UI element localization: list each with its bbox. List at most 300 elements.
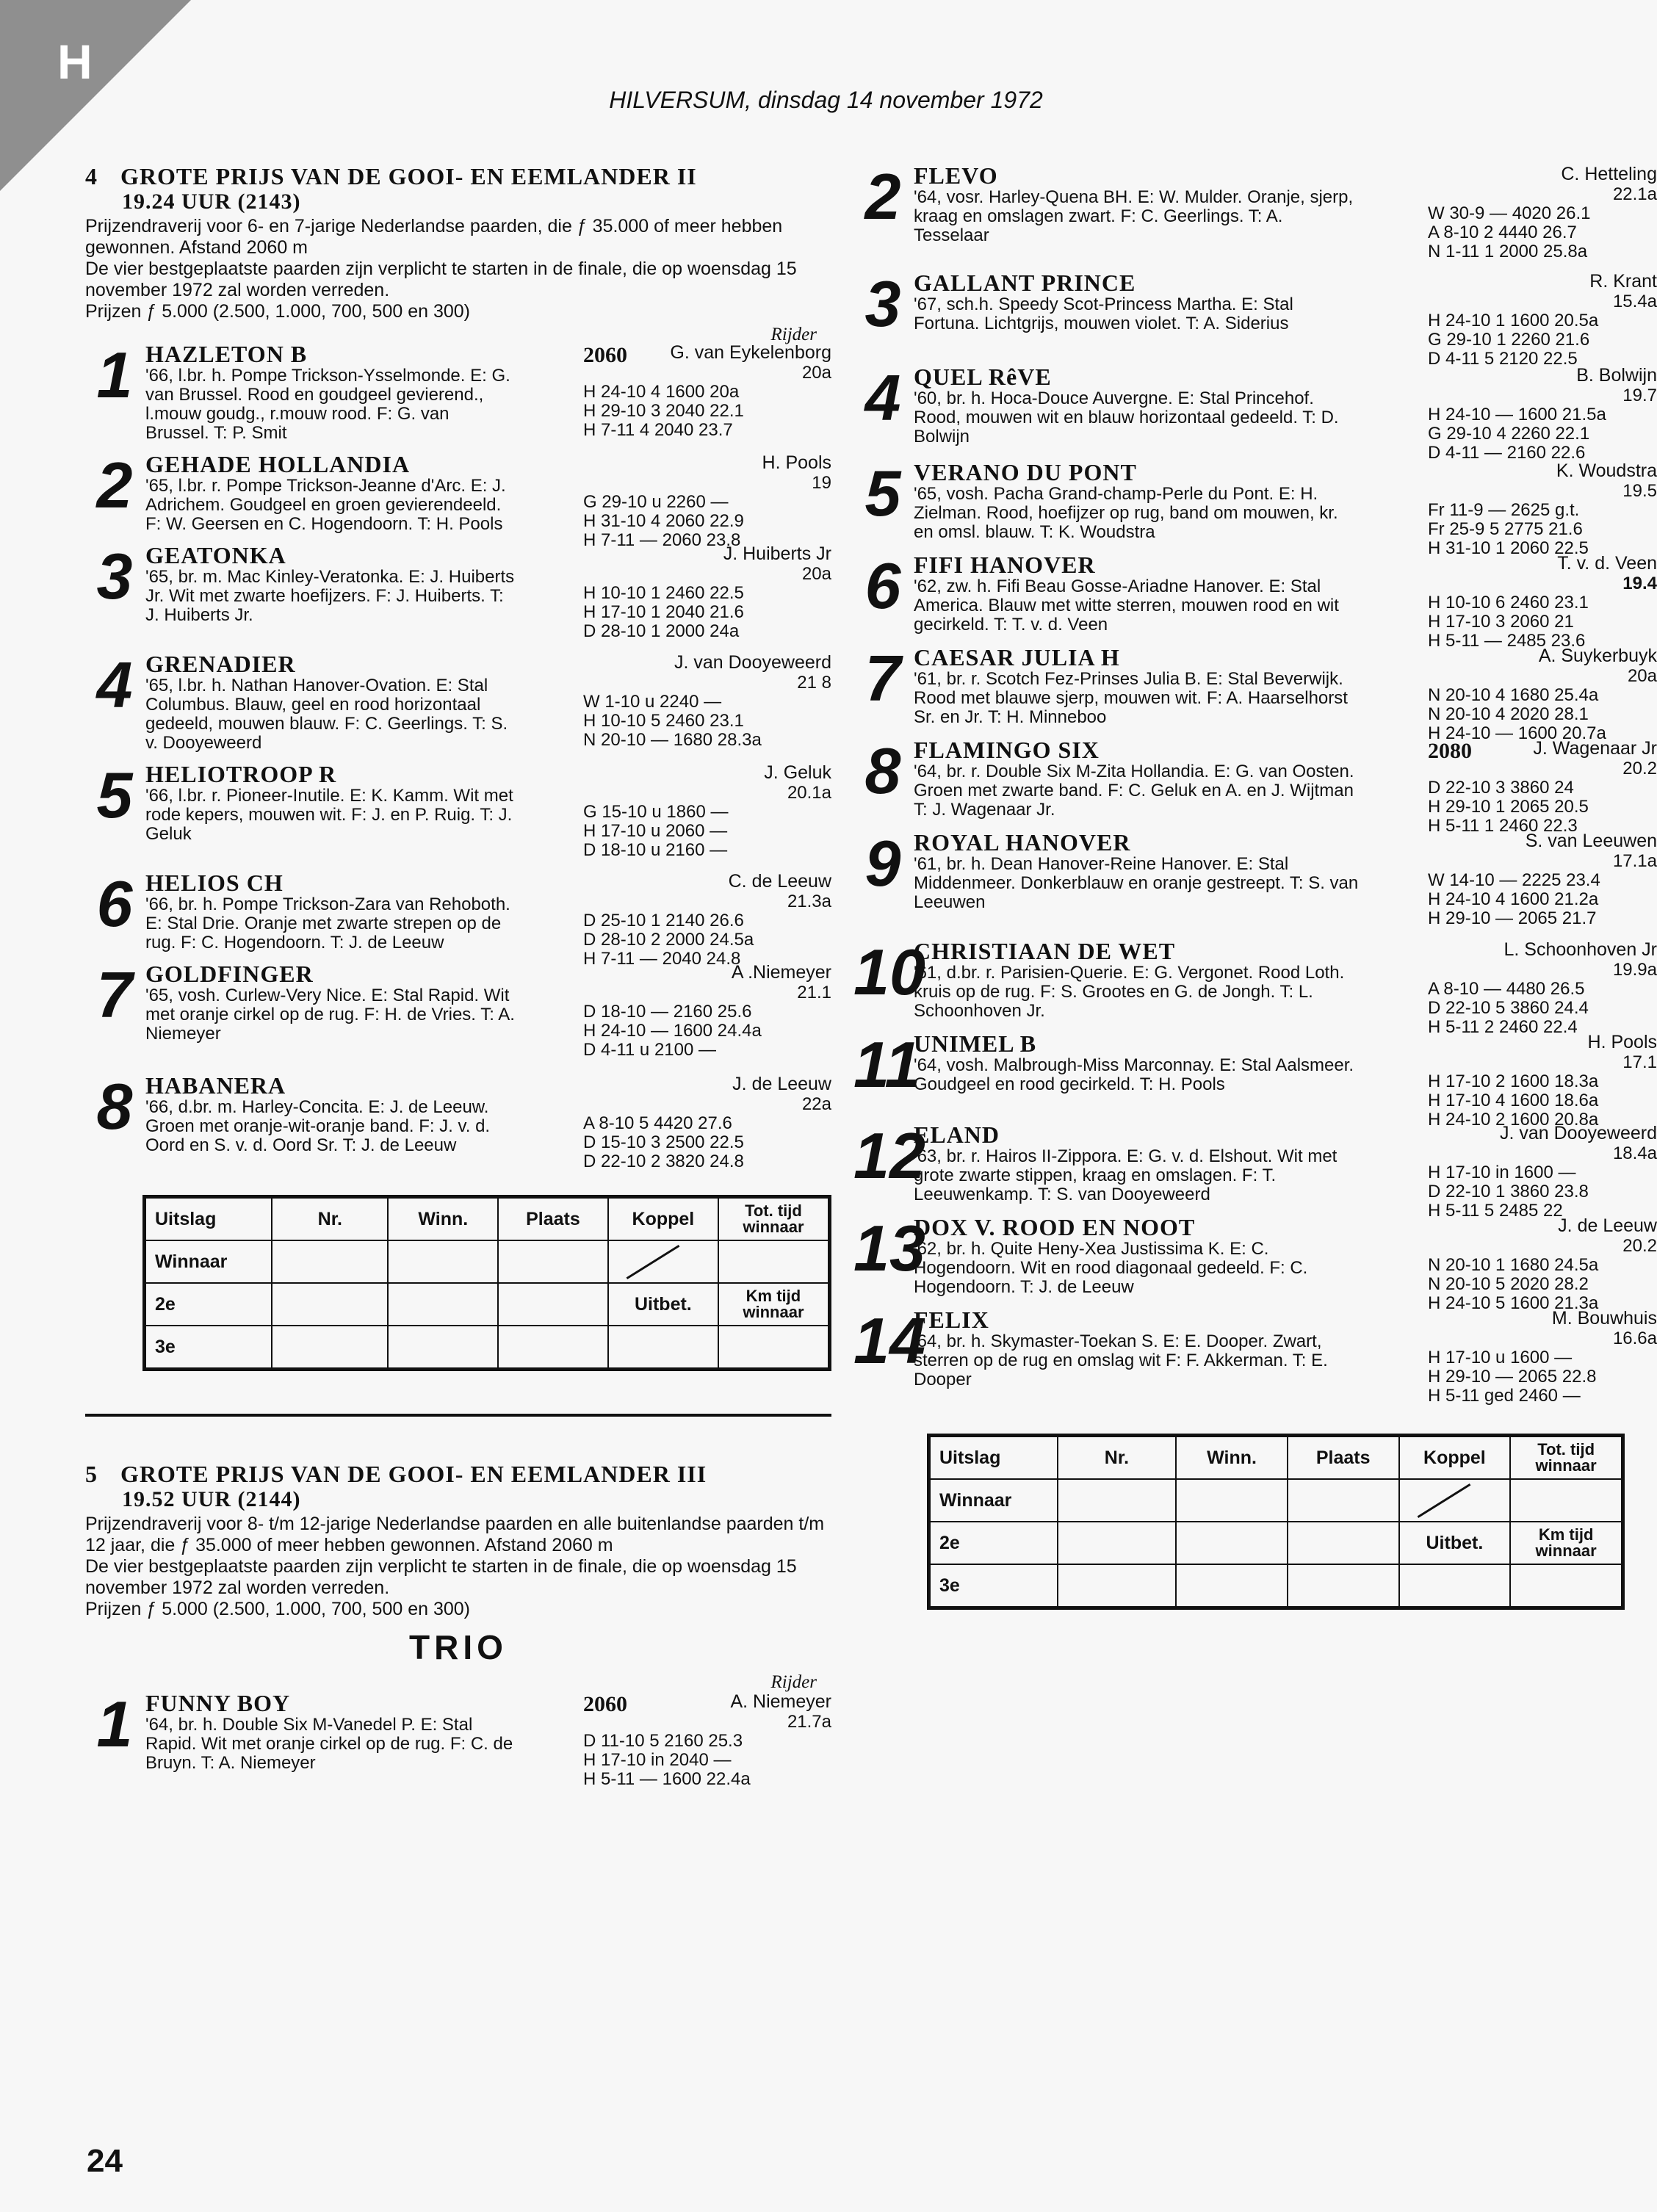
table-cell[interactable]	[498, 1240, 608, 1283]
horse-results	[1428, 1163, 1657, 1221]
horse-entry	[853, 734, 1657, 836]
table-header-cell: Nr.	[1058, 1436, 1176, 1480]
horse-stats	[1428, 1215, 1657, 1313]
horse-stats	[583, 870, 831, 969]
table-cell[interactable]	[272, 1326, 388, 1370]
table-cell[interactable]	[1058, 1522, 1176, 1564]
horse-name: GEATONKA	[145, 542, 286, 568]
horse-stats	[583, 961, 831, 1060]
table-row-label: 3e	[145, 1326, 272, 1370]
table-header-cell: Koppel	[1399, 1436, 1511, 1480]
horse-rider: C. de Leeuw	[728, 871, 831, 892]
rijder-label: Rijder	[770, 1672, 817, 1692]
horse-number: 4	[96, 648, 133, 721]
horse-description: '66, l.br. r. Pioneer-Inutile. E: K. Kamm. Wit met rode kepers, mouwen wit. F: J. en P. Ruig. T: J. Geluk	[145, 786, 513, 844]
horse-results	[583, 1732, 831, 1789]
result-line: H 17-10 4 1600 18.6a	[1428, 1091, 1599, 1110]
result-line: D 22-10 1 3860 23.8	[1428, 1182, 1589, 1201]
result-line: D 28-10 1 2000 24a	[583, 621, 740, 641]
horse-description: '61, br. r. Scotch Fez-Prinses Julia B. E: Stal Beverwijk. Rood met blauwe sjerp, mouwen wit. F: A. Haarselhorst Sr. en Jr. T: H. Minneboo	[914, 669, 1348, 727]
result-line: A 8-10 — 4480 26.5	[1428, 979, 1585, 999]
result-line: N 20-10 4 2020 28.1	[1428, 704, 1589, 724]
table-row-label: Winnaar	[145, 1240, 272, 1283]
horse-results	[1428, 405, 1657, 463]
result-line: H 7-11 — 2040 24.8	[583, 949, 741, 969]
table-cell[interactable]	[1288, 1522, 1399, 1564]
result-line: H 17-10 in 2040 —	[583, 1750, 732, 1770]
horse-body	[914, 162, 1657, 261]
race-description-line: De vier bestgeplaatste paarden zijn verplicht te starten in de finale, die op woensdag 15 november 1972 zal worden verreden.	[85, 259, 797, 300]
horse-number: 3	[96, 540, 133, 612]
race-header	[85, 163, 831, 322]
race-description-line: Prijzen ƒ 5.000 (2.500, 1.000, 700, 500 en 300)	[85, 301, 470, 322]
horse-entry	[853, 457, 1657, 558]
result-line: H 7-11 4 2040 23.7	[583, 420, 733, 440]
horse-results	[583, 493, 831, 550]
result-line: N 20-10 — 1680 28.3a	[583, 730, 762, 750]
table-cell[interactable]	[1288, 1564, 1399, 1608]
horse-number: 6	[96, 867, 133, 940]
horse-name: FELIX	[914, 1306, 989, 1333]
horse-stats	[1428, 830, 1657, 928]
table-cell[interactable]	[388, 1240, 498, 1283]
horse-body	[145, 451, 831, 550]
horse-stats	[583, 651, 831, 750]
table-cell[interactable]	[1058, 1564, 1176, 1608]
result-table-wrap	[927, 1434, 1625, 1610]
horse-rider: T. v. d. Veen	[1557, 553, 1657, 574]
horse-name: HABANERA	[145, 1072, 286, 1099]
horse-stats	[1428, 270, 1657, 369]
table-cell[interactable]	[608, 1326, 718, 1370]
horse-distance: 2060	[583, 343, 627, 367]
horse-number: 5	[864, 457, 901, 529]
result-line: H 10-10 5 2460 23.1	[583, 711, 744, 731]
horse-results	[1428, 311, 1657, 369]
horse-rider: B. Bolwijn	[1576, 365, 1657, 386]
race-5-block	[85, 1461, 831, 1789]
result-line: H 17-10 in 1600 —	[1428, 1163, 1576, 1182]
table-header-cell: Uitslag	[929, 1436, 1058, 1480]
horse-name: GRENADIER	[145, 651, 296, 677]
horse-name: FUNNY BOY	[145, 1690, 291, 1716]
horse-number: 6	[864, 549, 901, 622]
result-line: H 10-10 1 2460 22.5	[583, 583, 744, 603]
race-title	[85, 163, 831, 189]
horse-entry	[853, 642, 1657, 743]
trio-label: TRIO	[409, 1628, 508, 1666]
horse-name: GALLANT PRINCE	[914, 270, 1136, 296]
horse-stats	[1428, 645, 1657, 743]
result-line: D 28-10 2 2000 24.5a	[583, 930, 754, 950]
horse-entry	[85, 1688, 831, 1789]
horse-body	[145, 542, 831, 641]
race-description-line: Prijzendraverij voor 6- en 7-jarige Nederlandse paarden, die ƒ 35.000 of meer hebben gewonnen. Afstand 2060 m	[85, 216, 783, 258]
table-header-cell: Koppel	[608, 1197, 718, 1241]
section-divider	[85, 1414, 831, 1417]
race-header	[85, 1461, 831, 1620]
horse-number: 4	[864, 361, 901, 434]
horse-body	[145, 761, 831, 860]
horse-rider: J. de Leeuw	[1558, 1215, 1657, 1236]
result-table	[927, 1434, 1625, 1610]
horse-results	[1428, 593, 1657, 651]
horse-body	[145, 651, 831, 753]
table-header-cell: Winn.	[388, 1197, 498, 1241]
horse-body	[914, 552, 1657, 651]
horse-rider: J. Wagenaar Jr	[1533, 738, 1657, 759]
table-cell[interactable]	[388, 1283, 498, 1326]
result-line: D 22-10 5 3860 24.4	[1428, 998, 1589, 1018]
horse-name: UNIMEL B	[914, 1030, 1037, 1057]
horse-entry	[853, 1212, 1657, 1313]
horse-body	[145, 870, 831, 969]
table-row-label: 2e	[929, 1522, 1058, 1564]
horse-name: FIFI HANOVER	[914, 552, 1096, 578]
table-cell[interactable]	[1510, 1479, 1622, 1522]
horse-name: ELAND	[914, 1121, 1000, 1148]
result-line: H 24-10 4 1600 21.2a	[1428, 889, 1599, 909]
horse-description: '62, zw. h. Fifi Beau Gosse-Ariadne Hanover. E: Stal America. Blauw met witte sterren, mouwen rood en wit gecirkeld. T: T. v. d. Veen	[914, 577, 1339, 635]
race-title	[85, 1461, 831, 1487]
horse-stats	[1428, 364, 1657, 463]
result-line: H 24-10 2 1600 20.8a	[1428, 1110, 1599, 1130]
race-description-line: Prijzendraverij voor 8- t/m 12-jarige Nederlandse paarden en alle buitenlandse paarden t/m 12 jaar, die ƒ 35.000 of meer hebben gewonnen. Afstand 2060 m	[85, 1514, 825, 1555]
horse-entry	[85, 648, 831, 753]
horse-handicap: 17.1a	[1612, 851, 1657, 871]
horse-stats	[1428, 737, 1657, 836]
horse-number: 3	[864, 267, 901, 340]
horse-entry	[853, 549, 1657, 651]
race-number: 4	[85, 163, 98, 189]
horse-name: CHRISTIAAN DE WET	[914, 938, 1176, 964]
result-table-wrap	[142, 1195, 831, 1371]
race-description-line: Prijzen ƒ 5.000 (2.500, 1.000, 700, 500 en 300)	[85, 1599, 470, 1619]
horse-name: HAZLETON B	[145, 341, 308, 367]
horse-rider: J. van Dooyeweerd	[674, 652, 831, 673]
result-line: H 29-10 1 2065 20.5	[1428, 797, 1589, 817]
horse-results	[1428, 204, 1657, 261]
horse-handicap: 21.3a	[787, 892, 831, 911]
horse-results	[583, 911, 831, 969]
result-line: D 18-10 u 2160 —	[583, 840, 728, 860]
horse-rider: A. Suykerbuyk	[1538, 646, 1657, 666]
horse-entry	[853, 1028, 1657, 1130]
horse-entry	[853, 936, 1657, 1037]
result-line: H 17-10 1 2040 21.6	[583, 602, 744, 622]
result-line: H 31-10 1 2060 22.5	[1428, 538, 1589, 558]
horse-body	[914, 1214, 1657, 1313]
table-header-cell: Tot. tijd winnaar	[718, 1197, 830, 1241]
horse-handicap: 22.1a	[1612, 184, 1657, 204]
horse-description: '64, vosr. Harley-Quena BH. E: W. Mulder. Oranje, sjerp, kraag en omslagen zwart. F: C. Geerlings. T: A. Tesselaar	[914, 187, 1354, 245]
horse-rider: M. Bouwhuis	[1551, 1308, 1657, 1329]
horse-name: QUEL RêVE	[914, 364, 1052, 390]
result-line: N 20-10 1 1680 24.5a	[1428, 1255, 1599, 1275]
horse-stats	[583, 1691, 831, 1789]
horse-stats	[1428, 460, 1657, 558]
result-line: D 22-10 3 3860 24	[1428, 778, 1574, 798]
table-cell[interactable]	[1176, 1522, 1288, 1564]
km-tijd-label: Km tijd winnaar	[1510, 1522, 1622, 1564]
result-line: H 17-10 3 2060 21	[1428, 612, 1574, 632]
horse-number: 14	[853, 1304, 925, 1377]
horse-rider: R. Krant	[1589, 271, 1657, 292]
table-cell[interactable]	[718, 1326, 830, 1370]
horse-handicap: 15.4a	[1612, 292, 1657, 311]
result-line: G 29-10 u 2260 —	[583, 492, 729, 512]
horse-entry	[85, 341, 831, 443]
horse-results	[583, 693, 831, 750]
result-line: H 5-11 5 2485 22	[1428, 1201, 1563, 1221]
horse-description: '66, br. h. Pompe Trickson-Zara van Rehoboth. E: Stal Drie. Oranje met zwarte strepen op de rug. F: C. Hogendoorn. T: J. de Leeuw	[145, 894, 510, 953]
result-line: H 5-11 — 1600 22.4a	[583, 1769, 751, 1789]
table-cell[interactable]	[272, 1240, 388, 1283]
table-header-cell: Tot. tijd winnaar	[1510, 1436, 1622, 1480]
horse-handicap: 22a	[801, 1094, 831, 1114]
table-header-cell: Nr.	[272, 1197, 388, 1241]
result-line: G 29-10 4 2260 22.1	[1428, 424, 1590, 444]
horse-handicap: 21.7a	[787, 1712, 831, 1732]
horse-body	[145, 961, 831, 1060]
result-line: D 11-10 5 2160 25.3	[583, 1731, 743, 1751]
horse-name: FLAMINGO SIX	[914, 737, 1100, 763]
table-cell[interactable]	[1510, 1564, 1622, 1608]
horse-entry	[853, 361, 1657, 463]
result-line: H 17-10 2 1600 18.3a	[1428, 1071, 1599, 1091]
horse-results	[1428, 871, 1657, 928]
result-table	[142, 1195, 831, 1371]
horse-stats	[583, 341, 831, 440]
horse-results	[1428, 778, 1657, 836]
table-header-cell: Uitslag	[145, 1197, 272, 1241]
result-line: D 25-10 1 2140 26.6	[583, 911, 744, 930]
horse-rider: J. van Dooyeweerd	[1499, 1123, 1657, 1143]
horse-handicap: 18.4a	[1612, 1143, 1657, 1163]
horse-name: HELIOTROOP R	[145, 761, 337, 787]
race-time: 19.24 UUR (2143)	[122, 189, 301, 214]
horse-body	[145, 1072, 831, 1171]
horse-entry	[853, 827, 1657, 928]
horse-name: VERANO DU PONT	[914, 459, 1137, 485]
horse-entry	[853, 160, 1657, 261]
result-line: H 24-10 5 1600 21.3a	[1428, 1293, 1599, 1313]
result-line: A 8-10 5 4420 27.6	[583, 1113, 732, 1133]
horse-entry	[853, 1304, 1657, 1406]
horse-name: CAESAR JULIA H	[914, 644, 1120, 671]
horse-handicap: 20a	[801, 564, 831, 584]
horse-description: '62, br. h. Quite Heny-Xea Justissima K. E: C. Hogendoorn. Wit en rood diagonaal gedeeld. F: C. Hogendoorn. T: J. de Leeuw	[914, 1239, 1308, 1297]
race-time: 19.52 UUR (2144)	[122, 1487, 301, 1511]
horse-handicap: 16.6a	[1612, 1329, 1657, 1348]
result-line: W 1-10 u 2240 —	[583, 692, 722, 712]
result-line: H 5-11 — 2485 23.6	[1428, 631, 1586, 651]
horse-stats	[1428, 1031, 1657, 1130]
horse-stats	[1428, 163, 1657, 261]
horse-body	[914, 938, 1657, 1037]
corner-letter: H	[57, 35, 93, 89]
result-line: H 5-11 1 2460 22.3	[1428, 816, 1578, 836]
table-cell[interactable]	[1058, 1479, 1176, 1522]
result-line: H 29-10 3 2040 22.1	[583, 401, 744, 421]
result-line: A 8-10 2 4440 26.7	[1428, 223, 1577, 242]
horse-name: HELIOS CH	[145, 870, 284, 896]
horse-results	[1428, 980, 1657, 1037]
horse-name: ROYAL HANOVER	[914, 829, 1131, 856]
horse-handicap: 20.2	[1622, 759, 1657, 778]
horse-number: 10	[853, 936, 925, 1008]
horse-number: 2	[96, 449, 133, 521]
table-row-label: 2e	[145, 1283, 272, 1326]
table-row-label: 3e	[929, 1564, 1058, 1608]
horse-number: 1	[96, 1688, 133, 1760]
result-line: H 29-10 — 2065 21.7	[1428, 908, 1597, 928]
horse-stats	[583, 762, 831, 860]
horse-number: 7	[864, 642, 901, 715]
horse-description: '66, d.br. m. Harley-Concita. E: J. de Leeuw. Groen met oranje-wit-oranje band. F: J. v. d. Oord en S. v. d. Oord Sr. T: J. de Leeuw	[145, 1097, 491, 1155]
horse-body	[145, 1690, 831, 1789]
table-cell[interactable]	[388, 1326, 498, 1370]
result-line: W 30-9 — 4020 26.1	[1428, 203, 1591, 223]
table-cell[interactable]	[498, 1326, 608, 1370]
horse-rider: H. Pools	[762, 452, 831, 473]
table-cell[interactable]	[1176, 1479, 1288, 1522]
race-description	[85, 1514, 831, 1620]
horse-body	[145, 341, 831, 443]
horse-number: 2	[864, 160, 901, 233]
horse-description: '65, l.br. r. Pompe Trickson-Jeanne d'Arc. E: J. Adrichem. Goudgeel en groen gevierendeeld. F: W. Geersen en C. Hogendoorn. T: H. Pools	[145, 476, 506, 534]
horse-rider: C. Hetteling	[1561, 164, 1657, 184]
race-description-line: De vier bestgeplaatste paarden zijn verplicht te starten in de finale, die op woensdag 15 november 1972 zal worden verreden.	[85, 1556, 797, 1598]
result-line: H 5-11 2 2460 22.4	[1428, 1017, 1578, 1037]
result-line: D 15-10 3 2500 22.5	[583, 1132, 744, 1152]
horse-results	[1428, 1072, 1657, 1130]
horse-results	[1428, 686, 1657, 743]
horse-body	[914, 1121, 1657, 1221]
horse-stats	[583, 1073, 831, 1171]
horse-handicap: 20a	[1627, 666, 1657, 686]
table-header-cell: Winn.	[1176, 1436, 1288, 1480]
result-line: D 4-11 — 2160 22.6	[1428, 443, 1586, 463]
horse-description: '64, vosh. Malbrough-Miss Marconnay. E: Stal Aalsmeer. Goudgeel en rood gecirkeld. T: H. Pools	[914, 1055, 1354, 1094]
horse-name: FLEVO	[914, 162, 998, 189]
horse-body	[914, 270, 1657, 369]
horse-handicap: 19.5	[1622, 481, 1657, 501]
horse-description: '64, br. h. Skymaster-Toekan S. E: E. Dooper. Zwart, sterren op de rug en omslag wit F: F. Akkerman. T: E. Dooper	[914, 1331, 1328, 1389]
horse-handicap: 20.1a	[787, 783, 831, 803]
horse-rider: J. Geluk	[764, 762, 831, 783]
table-header-cell: Plaats	[498, 1197, 608, 1241]
horse-results	[583, 803, 831, 860]
result-line: H 29-10 — 2065 22.8	[1428, 1367, 1597, 1387]
horse-name: GEHADE HOLLANDIA	[145, 451, 411, 477]
result-line: H 24-10 — 1600 21.5a	[1428, 405, 1606, 424]
horse-number: 5	[96, 759, 133, 831]
horse-handicap: 19	[812, 473, 831, 493]
horse-number: 8	[96, 1070, 133, 1143]
horse-description: '61, br. h. Dean Hanover-Reine Hanover. E: Stal Middenmeer. Donkerblauw en oranje gestreept. T: S. van Leeuwen	[914, 854, 1359, 912]
horse-distance: 2080	[1428, 739, 1472, 763]
table-cell[interactable]	[272, 1283, 388, 1326]
horse-description: '64, br. h. Double Six M-Vanedel P. E: Stal Rapid. Wit met oranje cirkel op de rug. F: C. de Bruyn. T: A. Niemeyer	[145, 1715, 513, 1773]
horse-rider: S. van Leeuwen	[1525, 831, 1657, 851]
horse-number: 13	[853, 1212, 925, 1284]
horse-results	[583, 1002, 831, 1060]
horse-results	[583, 383, 831, 440]
horse-handicap: 20.2	[1622, 1236, 1657, 1256]
horse-description: '66, l.br. h. Pompe Trickson-Ysselmonde. E: G. van Brussel. Rood en goudgeel gevierend., l.mouw goudg., r.mouw rood. F: G. van Brussel. T: P. Smit	[145, 366, 510, 443]
result-line: G 29-10 1 2260 21.6	[1428, 330, 1590, 350]
horse-entry	[85, 1070, 831, 1171]
horse-rider: L. Schoonhoven Jr	[1503, 939, 1657, 960]
horse-handicap: 21.1	[797, 983, 831, 1002]
table-cell[interactable]	[1176, 1564, 1288, 1608]
horse-description: '67, sch.h. Speedy Scot-Princess Martha. E: Stal Fortuna. Lichtgrijs, mouwen violet. T: A. Siderius	[914, 294, 1293, 333]
horse-number: 9	[864, 827, 901, 900]
horse-description: '65, br. m. Mac Kinley-Veratonka. E: J. Huiberts Jr. Wit met zwarte hoefijzers. F: J. Huiberts. T: J. Huiberts Jr.	[145, 567, 515, 625]
table-row-label: Winnaar	[929, 1479, 1058, 1522]
table-cell[interactable]	[1288, 1479, 1399, 1522]
result-line: H 7-11 — 2060 23.8	[583, 530, 741, 550]
horse-number: 11	[853, 1028, 921, 1101]
table-cell[interactable]	[718, 1240, 830, 1283]
horse-rider: J. de Leeuw	[732, 1074, 831, 1094]
horse-handicap: 19.7	[1622, 386, 1657, 405]
horse-results	[1428, 1256, 1657, 1313]
horse-rider: A .Niemeyer	[731, 962, 831, 983]
horse-handicap: 21 8	[797, 673, 831, 693]
horse-entry	[85, 449, 831, 550]
horse-body	[914, 459, 1657, 558]
race-name: GROTE PRIJS VAN DE GOOI- EN EEMLANDER III	[120, 1461, 707, 1487]
horse-description: '65, vosh. Curlew-Very Nice. E: Stal Rapid. Wit met oranje cirkel op de rug. F: H. de Vries. T: A. Niemeyer	[145, 986, 515, 1044]
horse-results	[583, 1114, 831, 1171]
result-line: G 15-10 u 1860 —	[583, 802, 729, 822]
result-line: D 22-10 2 3820 24.8	[583, 1152, 744, 1171]
horse-number: 7	[96, 958, 133, 1031]
horse-name: DOX V. ROOD EN NOOT	[914, 1214, 1196, 1240]
horse-stats	[1428, 552, 1657, 651]
result-line: H 17-10 u 2060 —	[583, 821, 728, 841]
race-description	[85, 216, 831, 322]
result-line: N 20-10 5 2020 28.2	[1428, 1274, 1589, 1294]
horse-number: 1	[96, 339, 133, 411]
horse-distance: 2060	[583, 1692, 627, 1716]
horse-description: '65, vosh. Pacha Grand-champ-Perle du Pont. E: H. Zielman. Rood, hoefijzer op rug, band om mouwen, kr. en omsl. blauw. T: K. Woudstra	[914, 484, 1338, 542]
horse-handicap: 19.4	[1622, 574, 1657, 593]
horse-rider: K. Woudstra	[1556, 460, 1657, 481]
table-cell[interactable]	[1399, 1564, 1511, 1608]
koppel-slash-cell	[608, 1240, 718, 1283]
table-cell[interactable]	[498, 1283, 608, 1326]
result-line: H 17-10 u 1600 —	[1428, 1348, 1573, 1367]
left-column	[85, 163, 831, 1789]
result-line: Fr 25-9 5 2775 21.6	[1428, 519, 1583, 539]
rijder-label: Rijder	[770, 325, 817, 344]
result-line: H 24-10 1 1600 20.5a	[1428, 311, 1599, 330]
result-line: H 31-10 4 2060 22.9	[583, 511, 744, 531]
horse-description: '63, br. r. Hairos II-Zippora. E: G. v. d. Elshout. Wit met grote zwarte stippen, kraag en omslagen. F: T. Leeuwenkamp. T: S. van Dooyeweerd	[914, 1146, 1337, 1204]
horse-handicap: 17.1	[1622, 1052, 1657, 1072]
horse-rider: J. Huiberts Jr	[723, 543, 831, 564]
page-header: HILVERSUM, dinsdag 14 november 1972	[609, 87, 1043, 113]
table-header-cell: Plaats	[1288, 1436, 1399, 1480]
horse-number: 12	[853, 1119, 925, 1192]
horse-number: 8	[864, 734, 901, 807]
result-line: N 20-10 4 1680 25.4a	[1428, 685, 1599, 705]
result-line: D 18-10 — 2160 25.6	[583, 1002, 752, 1022]
horse-name: GOLDFINGER	[145, 961, 314, 987]
